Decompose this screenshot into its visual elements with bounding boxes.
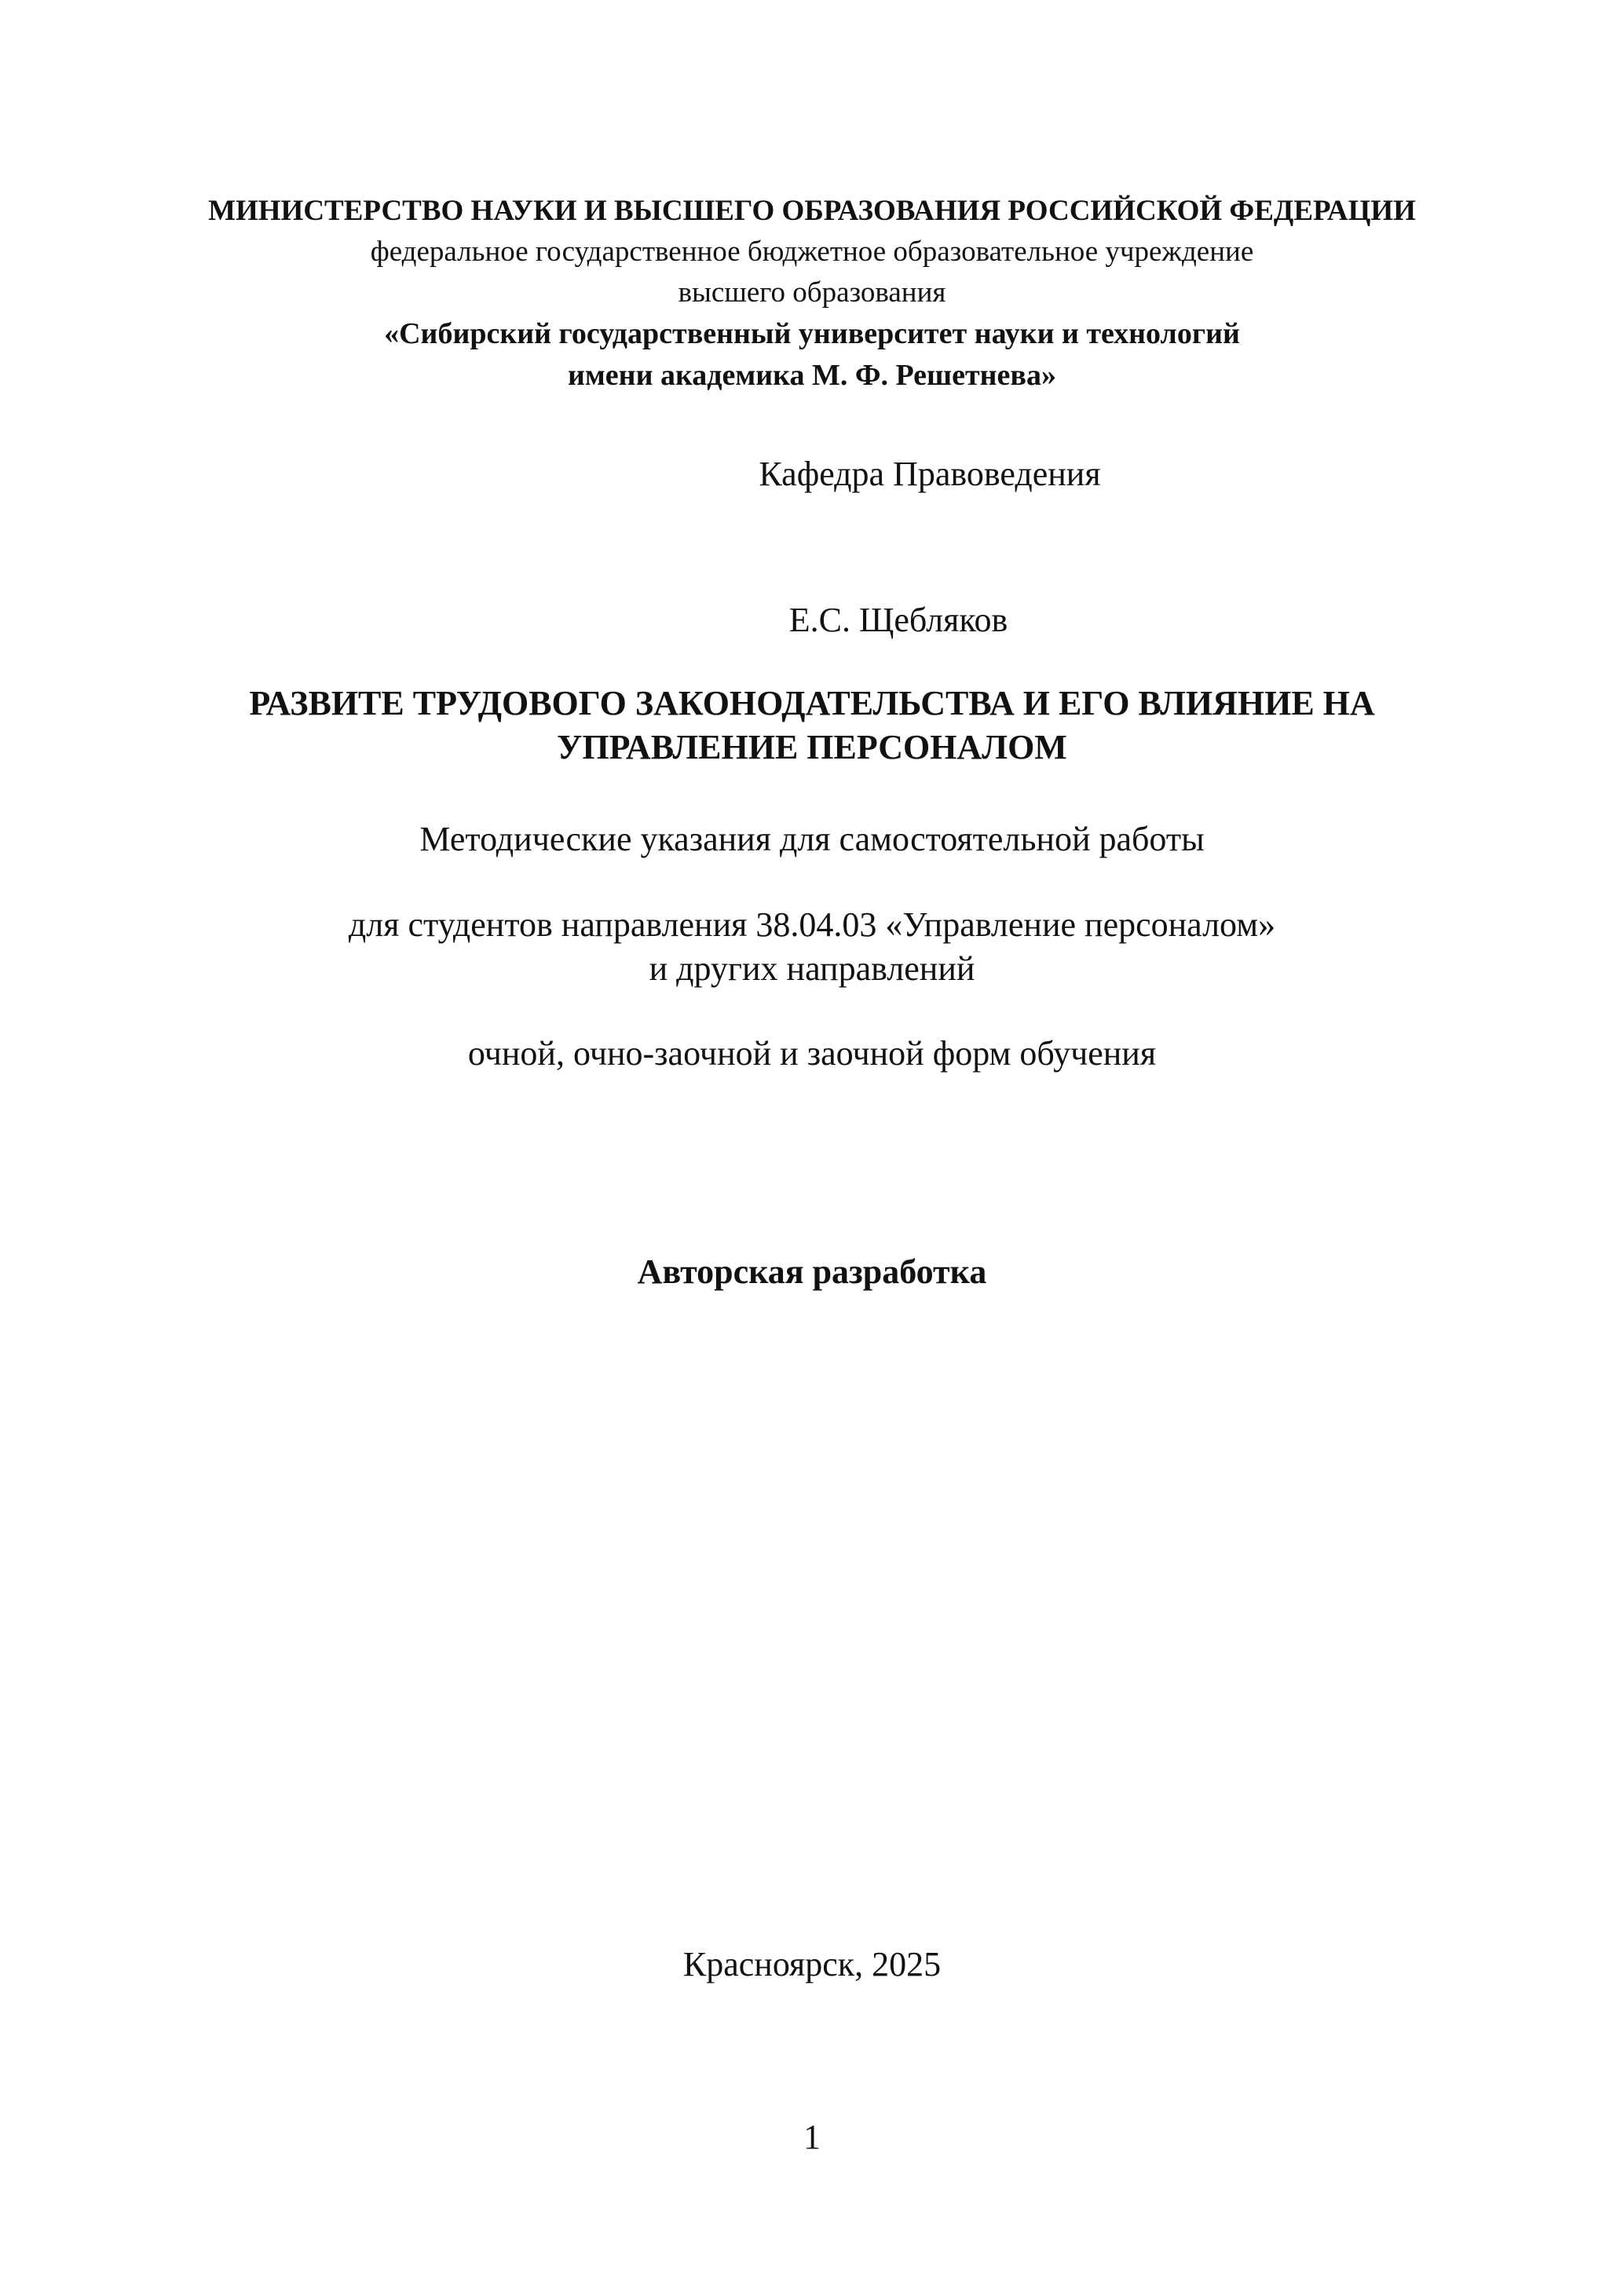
study-forms: очной, очно-заочной и заочной форм обучения [467, 1034, 1157, 1073]
university-name-line-2: имени академика М. Ф. Решетнева» [568, 359, 1056, 392]
authors-development-label: Авторская разработка [637, 1252, 987, 1291]
author-name: Е.С. Щебляков [788, 601, 1008, 639]
institution-line-1: федеральное государственное бюджетное образовательное учреждение [370, 236, 1254, 268]
city-year: Красноярск, 2025 [682, 1945, 942, 1983]
department-name: Кафедра Правоведения [759, 455, 1101, 493]
audience-line-2: и других направлений [649, 949, 975, 988]
university-name-line-1: «Сибирский государственный университет науки и технологий [384, 317, 1240, 350]
document-subtitle: Методические указания для самостоятельной работы [419, 820, 1205, 858]
audience-line-1: для студентов направления 38.04.03 «Управление персоналом» [348, 905, 1276, 944]
document-title-line-2: УПРАВЛЕНИЕ ПЕРСОНАЛОМ [557, 728, 1067, 766]
institution-line-2: высшего образования [678, 276, 946, 309]
page-number: 1 [803, 2118, 821, 2156]
document-title-line-1: РАЗВИТЕ ТРУДОВОГО ЗАКОНОДАТЕЛЬСТВА И ЕГО ВЛИЯНИЕ НА [249, 684, 1375, 722]
ministry-heading: МИНИСТЕРСТВО НАУКИ И ВЫСШЕГО ОБРАЗОВАНИЯ РОССИЙСКОЙ ФЕДЕРАЦИИ [208, 195, 1416, 227]
